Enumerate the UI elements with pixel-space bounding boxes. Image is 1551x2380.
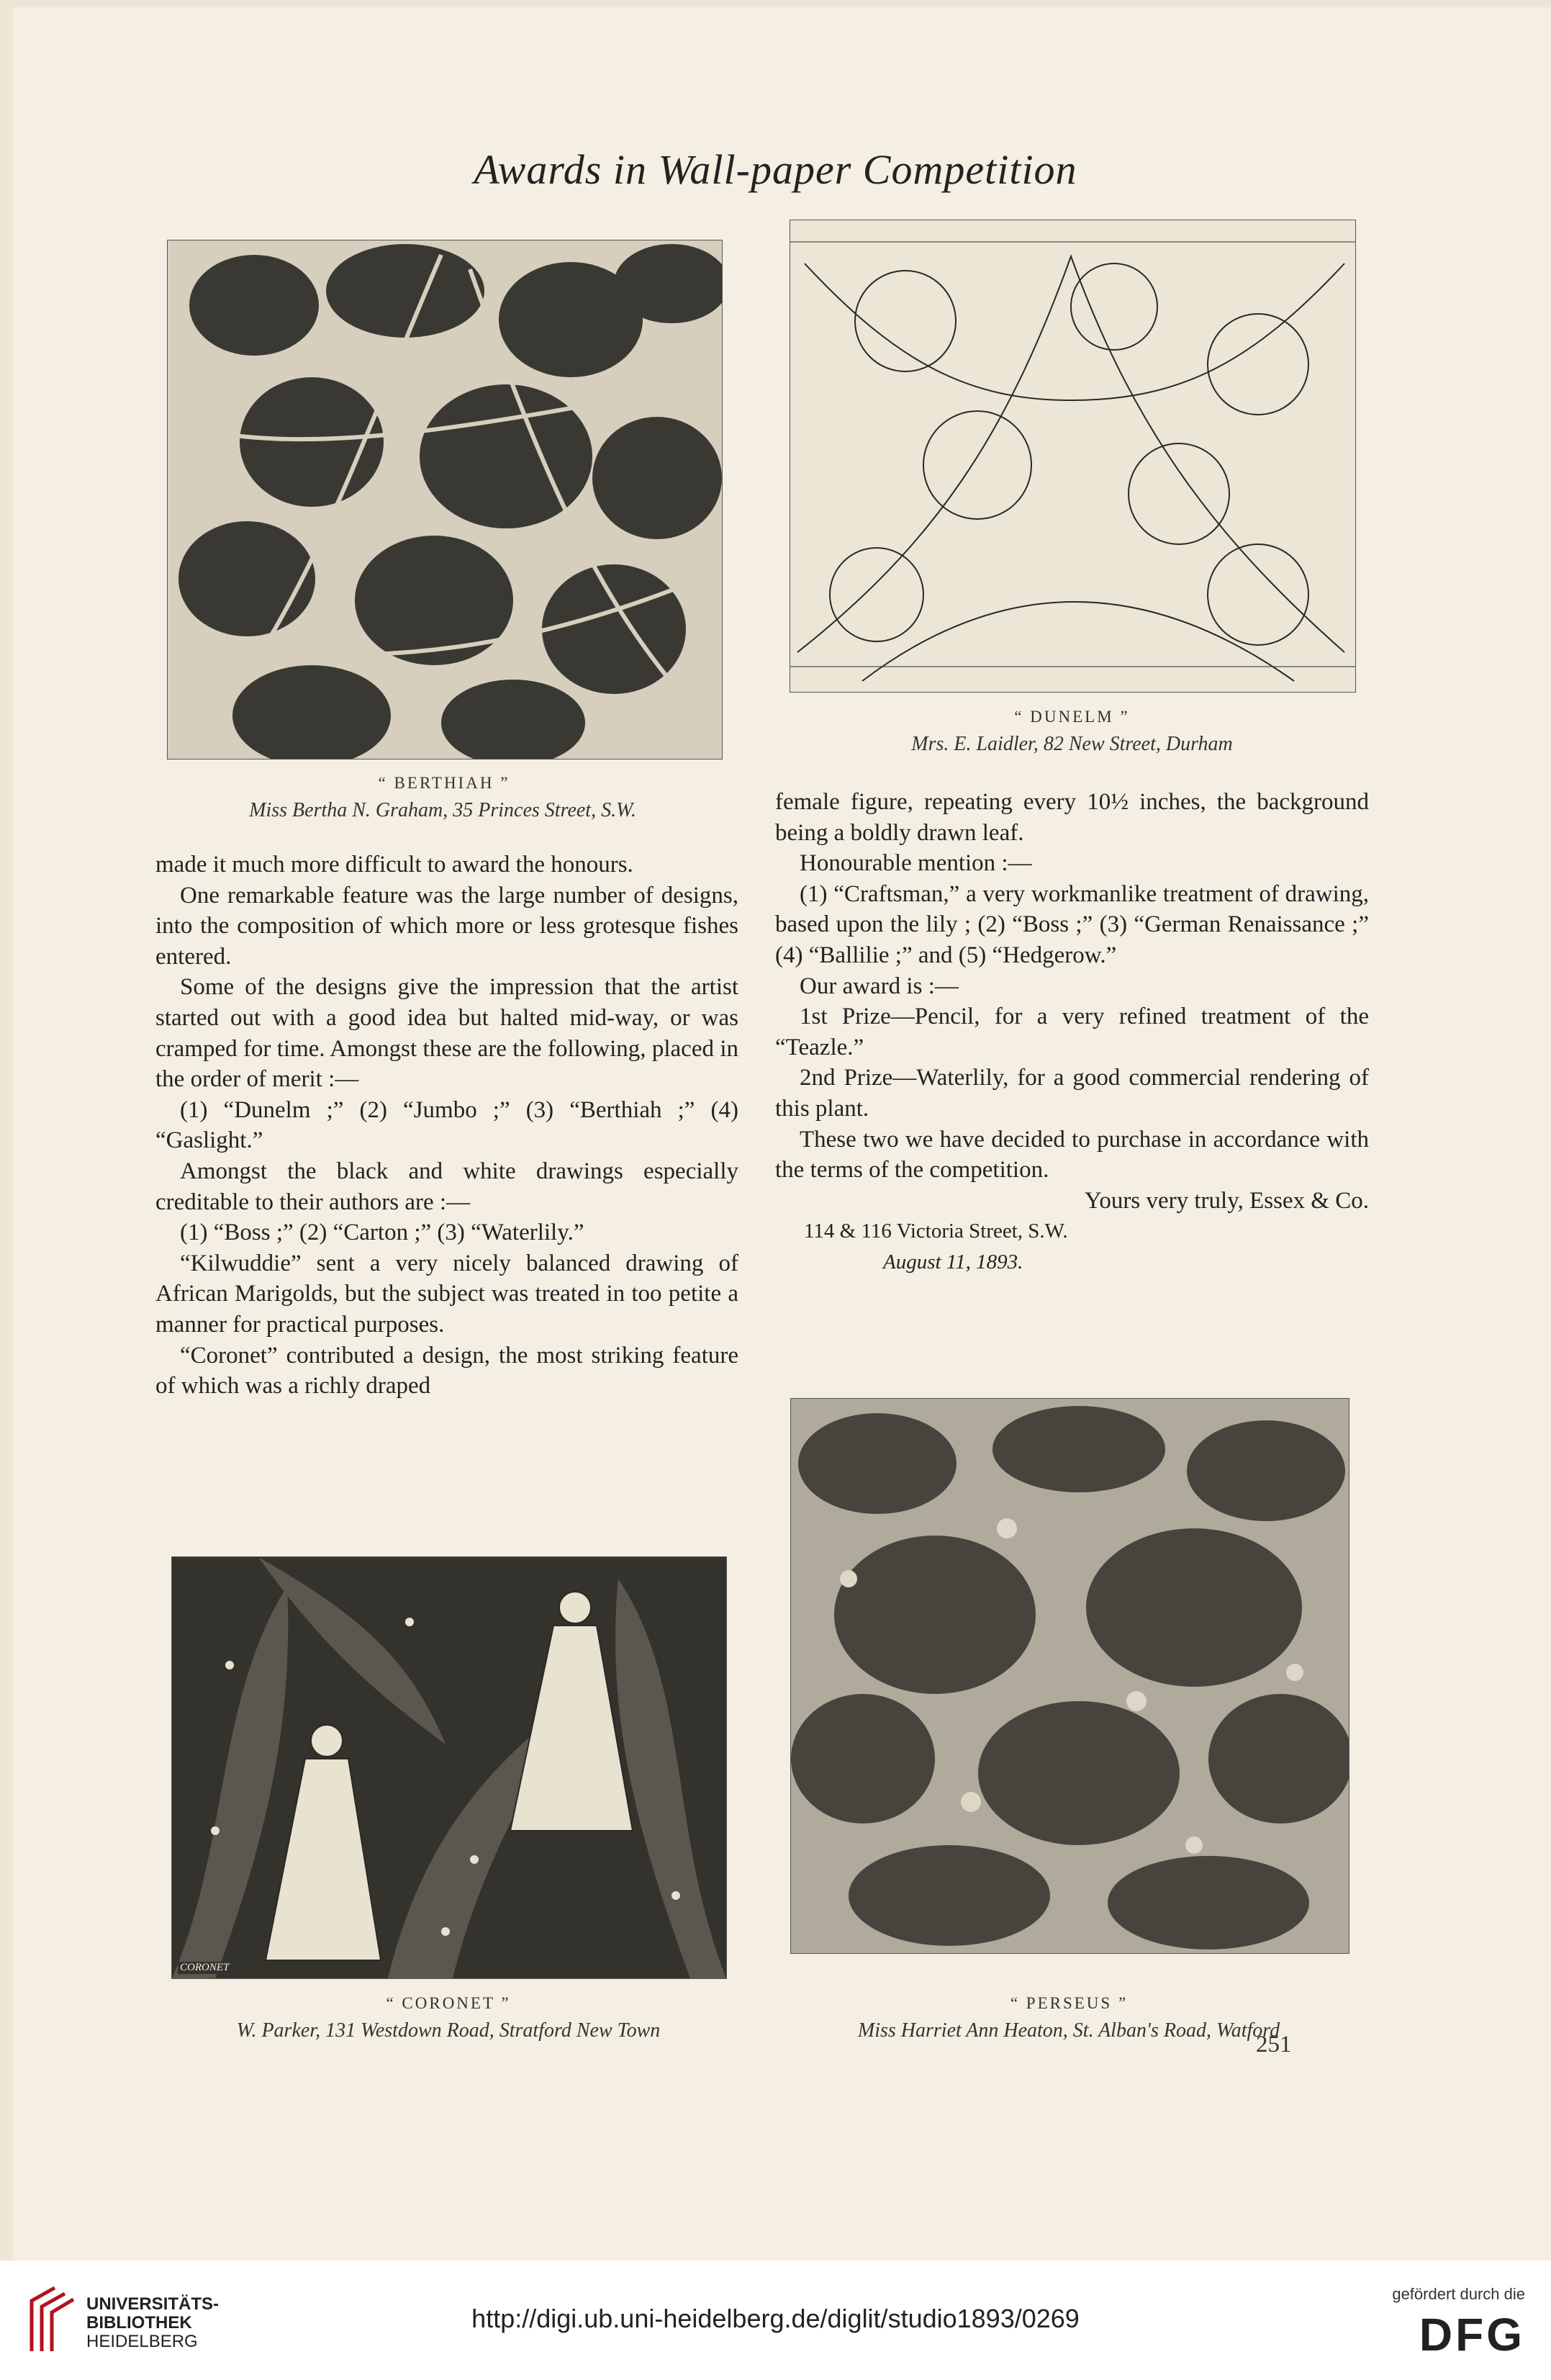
berthiah-caption-credit: Miss Bertha N. Graham, 35 Princes Street, S.W. xyxy=(249,799,636,821)
source-url-link[interactable]: http://digi.ub.uni-heidelberg.de/diglit/studio1893/0269 xyxy=(471,2304,1080,2333)
paragraph: Our award is :— xyxy=(800,973,959,999)
page-title: Awards in Wall-paper Competition xyxy=(474,146,1077,193)
paragraph: Honourable mention :— xyxy=(800,850,1032,877)
paragraph: 1st Prize—Pencil, for a very refined treatment of the “Teazle.” xyxy=(775,1004,1369,1060)
signature: Yours very truly, Essex & Co. xyxy=(1084,1187,1369,1214)
paragraph: “Kilwuddie” sent a very nicely balanced drawing of African Marigolds, but the subject was treated in too petite a manner for practical purposes. xyxy=(155,1250,738,1338)
dunelm-caption-title: “ DUNELM ” xyxy=(1014,708,1130,726)
coronet-caption-title: “ CORONET ” xyxy=(386,1994,511,2012)
perseus-caption-credit: Miss Harriet Ann Heaton, St. Alban's Road, Watford xyxy=(857,2019,1280,2042)
paragraph: One remarkable feature was the large number of designs, into the composition of which more or less grotesque fishes entered. xyxy=(155,882,738,970)
coronet-illustration xyxy=(171,1556,727,1979)
paragraph: (1) “Dunelm ;” (2) “Jumbo ;” (3) “Berthiah ;” (4) “Gaslight.” xyxy=(155,1096,738,1154)
paragraph: These two we have decided to purchase in accordance with the terms of the competition. xyxy=(775,1126,1369,1184)
page-number: 251 xyxy=(1256,2032,1292,2057)
paragraph: Amongst the black and white drawings especially creditable to their authors are :— xyxy=(155,1158,738,1215)
perseus-caption-title: “ PERSEUS ” xyxy=(1010,1994,1129,2012)
dfg-logo: DFG xyxy=(1419,2309,1525,2361)
funded-by-label: gefördert durch die xyxy=(1392,2285,1525,2303)
paragraph: (1) “Boss ;” (2) “Carton ;” (3) “Waterlily.” xyxy=(180,1220,584,1246)
paragraph: (1) “Craftsman,” a very workmanlike treatment of drawing, based upon the lily ; (2) “Boss ;” (3) “German Renaissance ;” (4) “Ballilie ;” and (5) “Hedgerow.” xyxy=(775,880,1369,968)
berthiah-illustration xyxy=(167,240,723,759)
paragraph: 2nd Prize—Waterlily, for a good commercial rendering of this plant. xyxy=(775,1065,1369,1122)
right-column xyxy=(775,787,1369,1278)
paragraph: Some of the designs give the impression that the artist started out with a good idea but halted mid-way, or was cramped for time. Amongst these are the following, placed in the order of merit :— xyxy=(155,974,738,1093)
paragraph: “Coronet” contributed a design, the most striking feature of which was a richly draped xyxy=(155,1342,738,1399)
dunelm-illustration xyxy=(790,220,1356,693)
perseus-illustration xyxy=(790,1398,1349,1954)
footer-bar xyxy=(0,2260,1551,2380)
library-name-line: HEIDELBERG xyxy=(86,2332,198,2351)
coronet-signature: CORONET xyxy=(178,1962,231,1974)
letter-date: August 11, 1893. xyxy=(883,1250,1023,1274)
paragraph: made it much more difficult to award the honours. xyxy=(155,852,633,878)
left-column xyxy=(155,849,738,1402)
address: 114 & 116 Victoria Street, S.W. xyxy=(804,1220,1068,1243)
berthiah-caption-title: “ BERTHIAH ” xyxy=(378,774,510,792)
coronet-caption-credit: W. Parker, 131 Westdown Road, Stratford New Town xyxy=(236,2019,661,2042)
dunelm-caption-credit: Mrs. E. Laidler, 82 New Street, Durham xyxy=(911,733,1233,755)
library-name-line: BIBLIOTHEK xyxy=(86,2313,192,2332)
library-name-line: UNIVERSITÄTS- xyxy=(86,2294,220,2314)
paragraph: female figure, repeating every 10½ inches, the background being a boldly drawn leaf. xyxy=(775,789,1369,846)
